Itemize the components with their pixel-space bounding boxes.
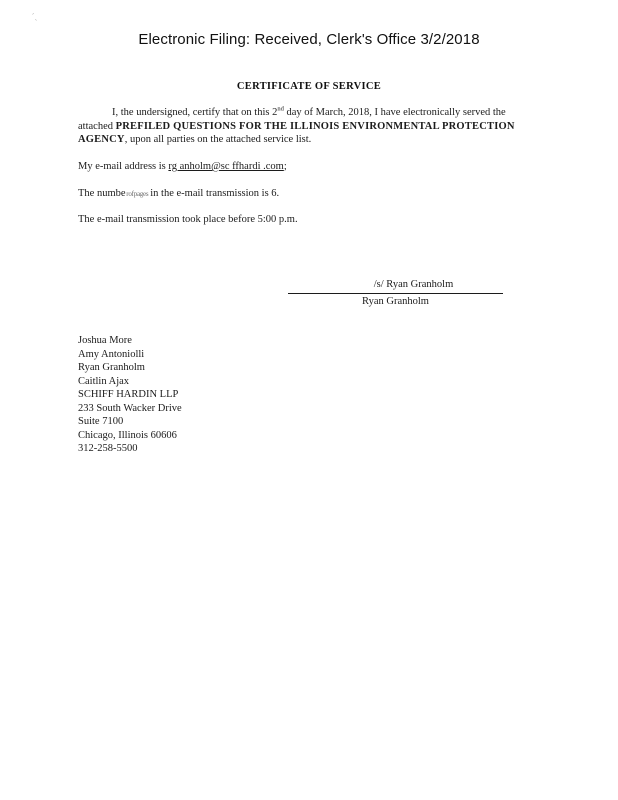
email-line	[78, 160, 287, 174]
signer-printed-name: Ryan Granholm	[362, 295, 429, 307]
signature-block	[288, 278, 503, 308]
firm-name: SCHIFF HARDIN LLP	[78, 389, 179, 400]
attorney-name: Joshua More	[78, 335, 132, 346]
pages-suffix: in the e-mail transmission is 6.	[147, 188, 280, 199]
electronic-signature: /s/ Ryan Granholm	[373, 279, 454, 290]
scan-mark: ´ˎ	[31, 13, 38, 21]
paragraph-prefix: I, the undersigned, certify that on this 2	[112, 107, 278, 118]
email-address-link[interactable]: rg anholm@sc ffhardi .com	[168, 161, 284, 172]
suite: Suite 7100	[78, 416, 124, 427]
firm-address-block	[78, 334, 182, 456]
attorney-name: Amy Antoniolli	[78, 348, 145, 360]
phone-number: 312-258-5500	[78, 443, 138, 454]
certification-paragraph	[78, 106, 528, 147]
day-suffix: nd	[277, 105, 284, 113]
city-state-zip: Chicago, Illinois 60606	[78, 429, 177, 441]
document-name: PREFILED QUESTIONS FOR THE ILLINOIS ENVIRONMENTAL PROTECTION AGENCY	[78, 120, 515, 145]
attorney-name: Caitlin Ajax	[78, 375, 130, 387]
street-address: 233 South Wacker Drive	[78, 402, 182, 414]
filing-stamp-header: Electronic Filing: Received, Clerk's Office 3/2/2018	[138, 31, 480, 48]
email-suffix: ;	[283, 161, 287, 172]
transmission-time-line: The e-mail transmission took place before 5:00 p.m.	[78, 214, 298, 225]
paragraph-end: , upon all parties on the attached service list.	[124, 134, 312, 145]
paragraph-middle: day of March, 2018, I have electronically served the attached	[78, 107, 506, 132]
signature-rule	[288, 293, 503, 294]
email-prefix: My e-mail address is	[78, 161, 169, 172]
pages-garbled-text: r o f p a g e s	[125, 190, 148, 198]
page-count-line	[78, 187, 279, 202]
pages-prefix: The numbe	[78, 188, 126, 199]
attorney-name: Ryan Granholm	[78, 362, 145, 373]
certificate-title: CERTIFICATE OF SERVICE	[236, 81, 382, 92]
